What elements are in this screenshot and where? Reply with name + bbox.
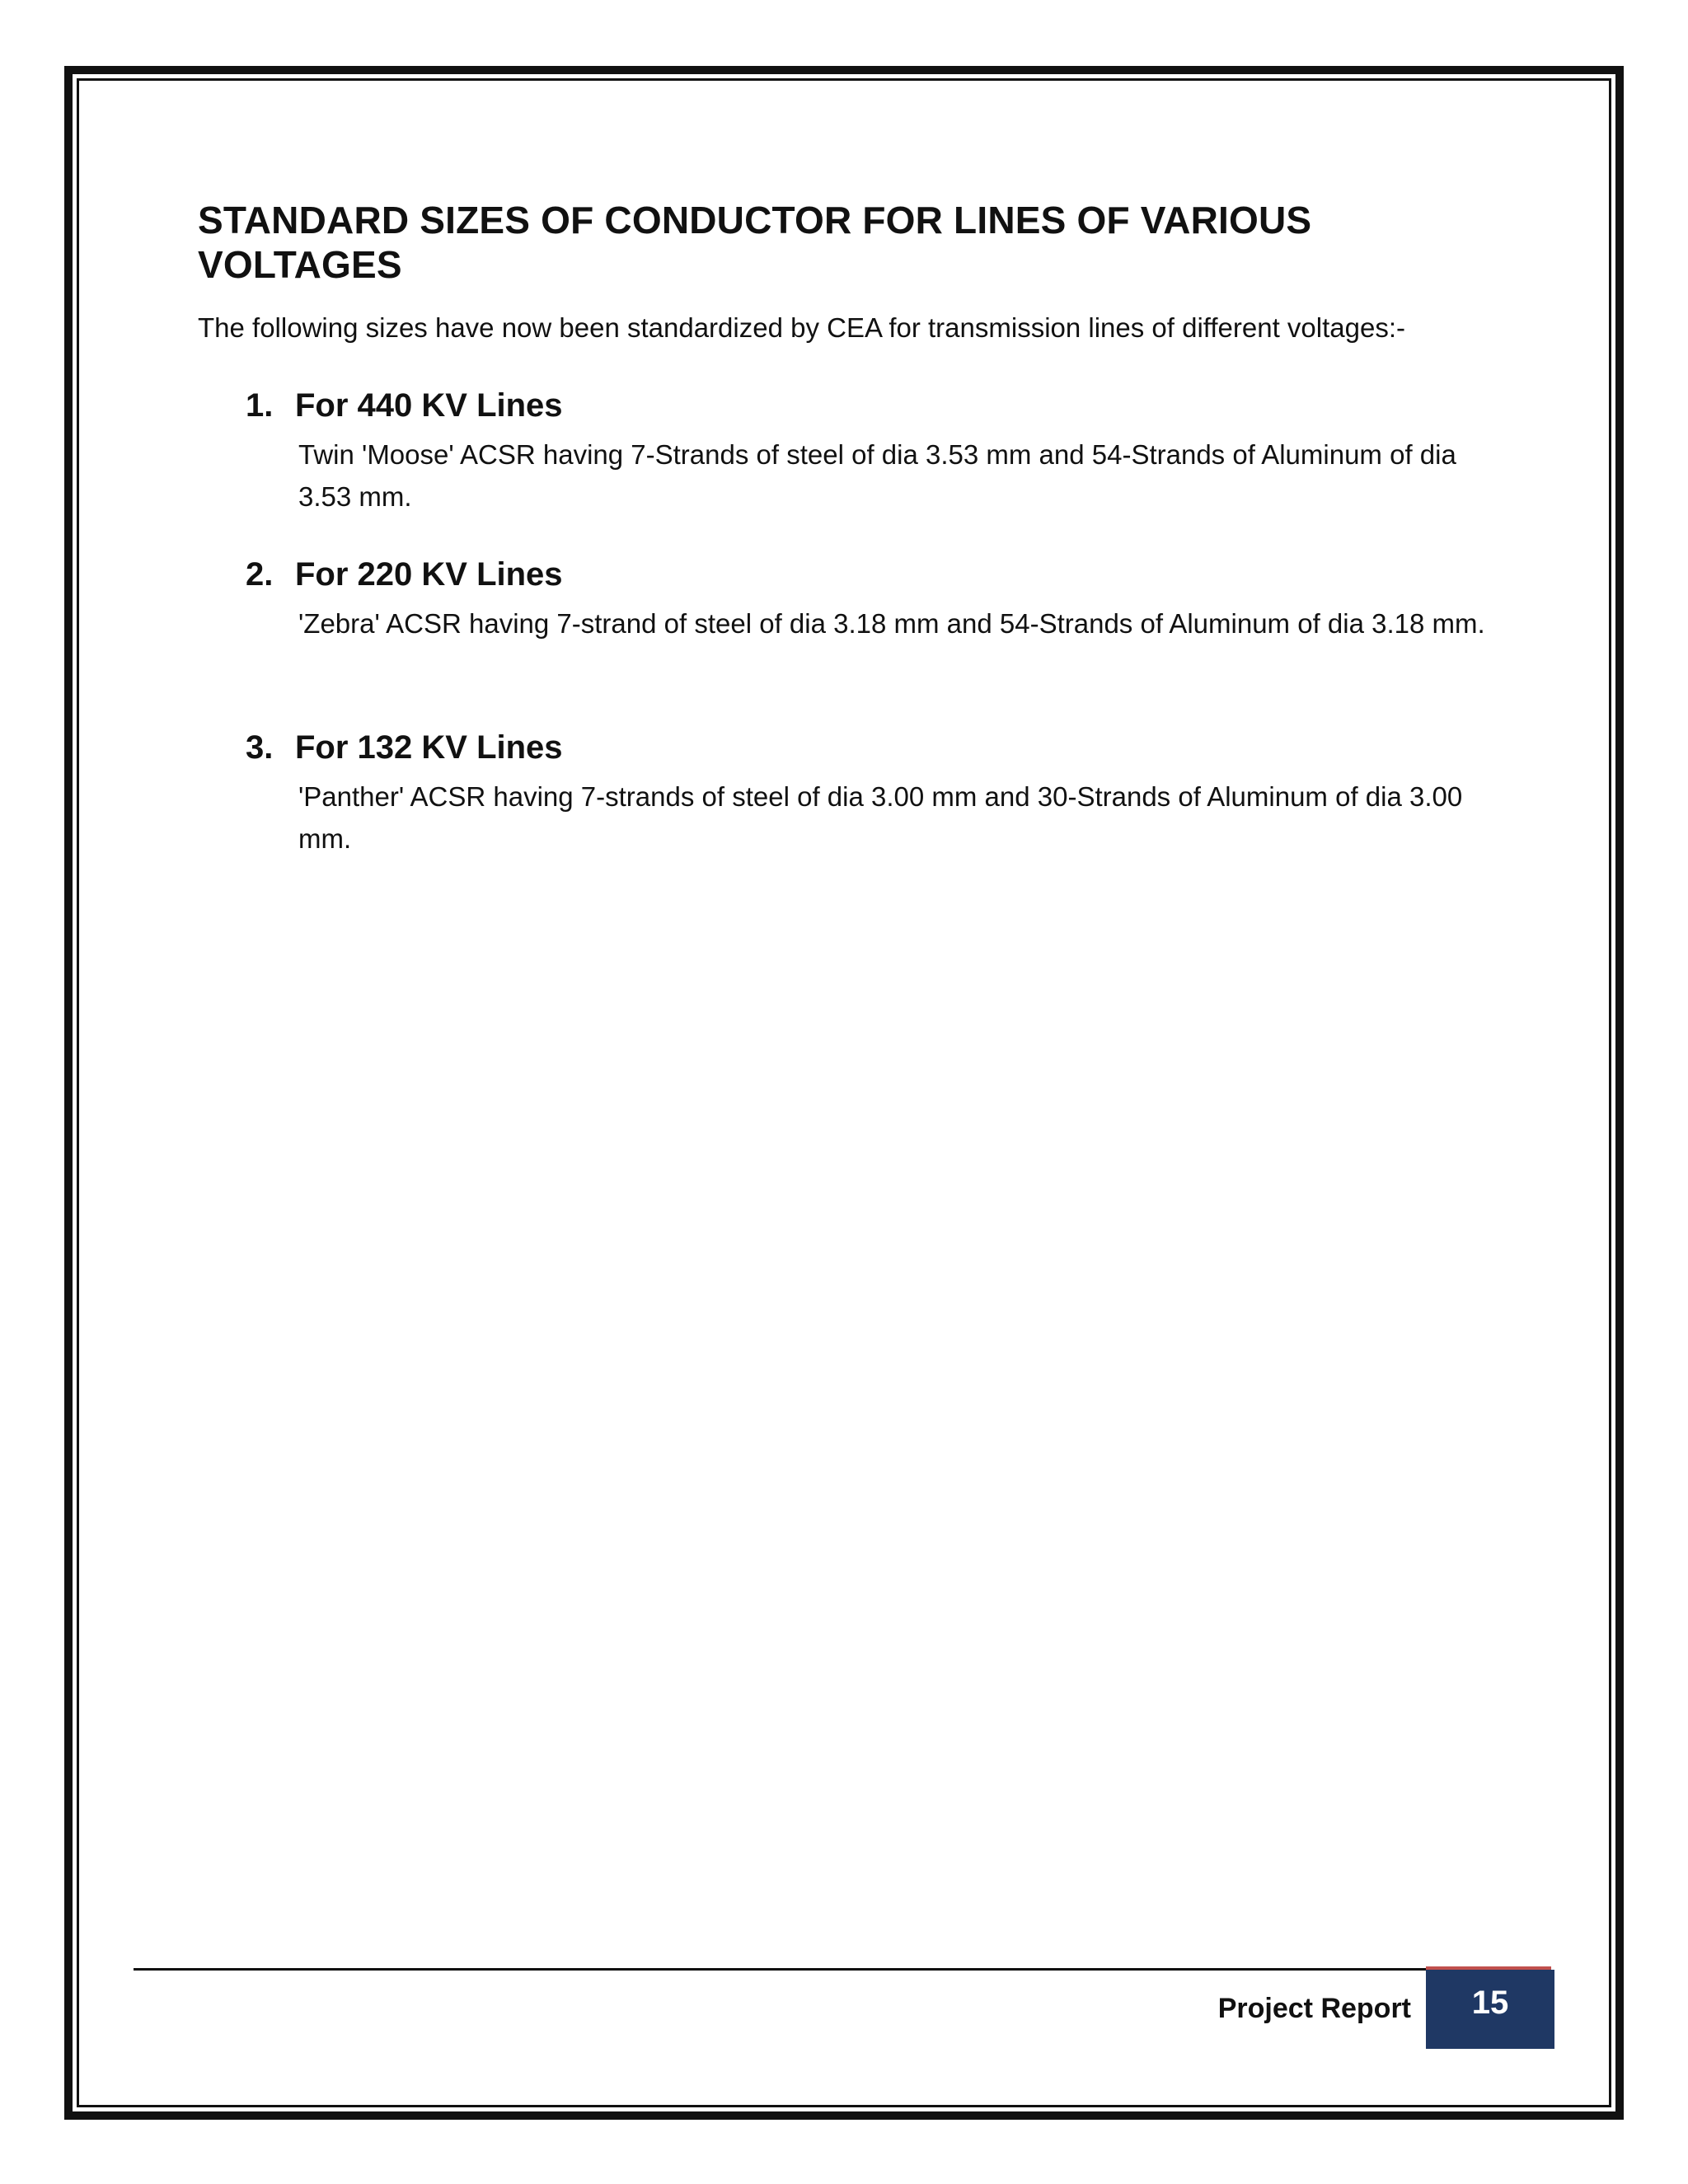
page-number-badge: 15: [1426, 1970, 1554, 2049]
page-title: STANDARD SIZES OF CONDUCTOR FOR LINES OF VARIOUS VOLTAGES: [198, 199, 1312, 286]
section-body: Twin 'Moose' ACSR having 7-Strands of steel of dia 3.53 mm and 54-Strands of Aluminum of dia 3.53 mm.: [298, 439, 1456, 512]
section-heading: [198, 556, 1517, 601]
section-heading: [198, 729, 1517, 774]
section-number: 1.: [246, 387, 274, 424]
section-heading-text: For 440 KV Lines: [295, 387, 563, 424]
section-220kv: [198, 556, 1517, 644]
section-heading-text: For 220 KV Lines: [295, 556, 563, 593]
section-440kv: [198, 387, 1517, 518]
footer-rule: [134, 1968, 1551, 1971]
intro-paragraph: The following sizes have now been standardized by CEA for transmission lines of different voltages:-: [198, 312, 1406, 343]
section-number: 2.: [246, 556, 274, 593]
section-number: 3.: [246, 729, 274, 766]
section-body: 'Zebra' ACSR having 7-strand of steel of dia 3.18 mm and 54-Strands of Aluminum of dia 3.18 mm.: [298, 608, 1485, 639]
page-border-inner: [77, 78, 1611, 2107]
section-body: 'Panther' ACSR having 7-strands of steel of dia 3.00 mm and 30-Strands of Aluminum of dia 3.00 mm.: [298, 781, 1463, 854]
footer-label: Project Report: [1217, 1993, 1411, 2024]
section-132kv: [198, 729, 1517, 860]
section-heading-text: For 132 KV Lines: [295, 729, 563, 766]
section-heading: [198, 387, 1517, 432]
